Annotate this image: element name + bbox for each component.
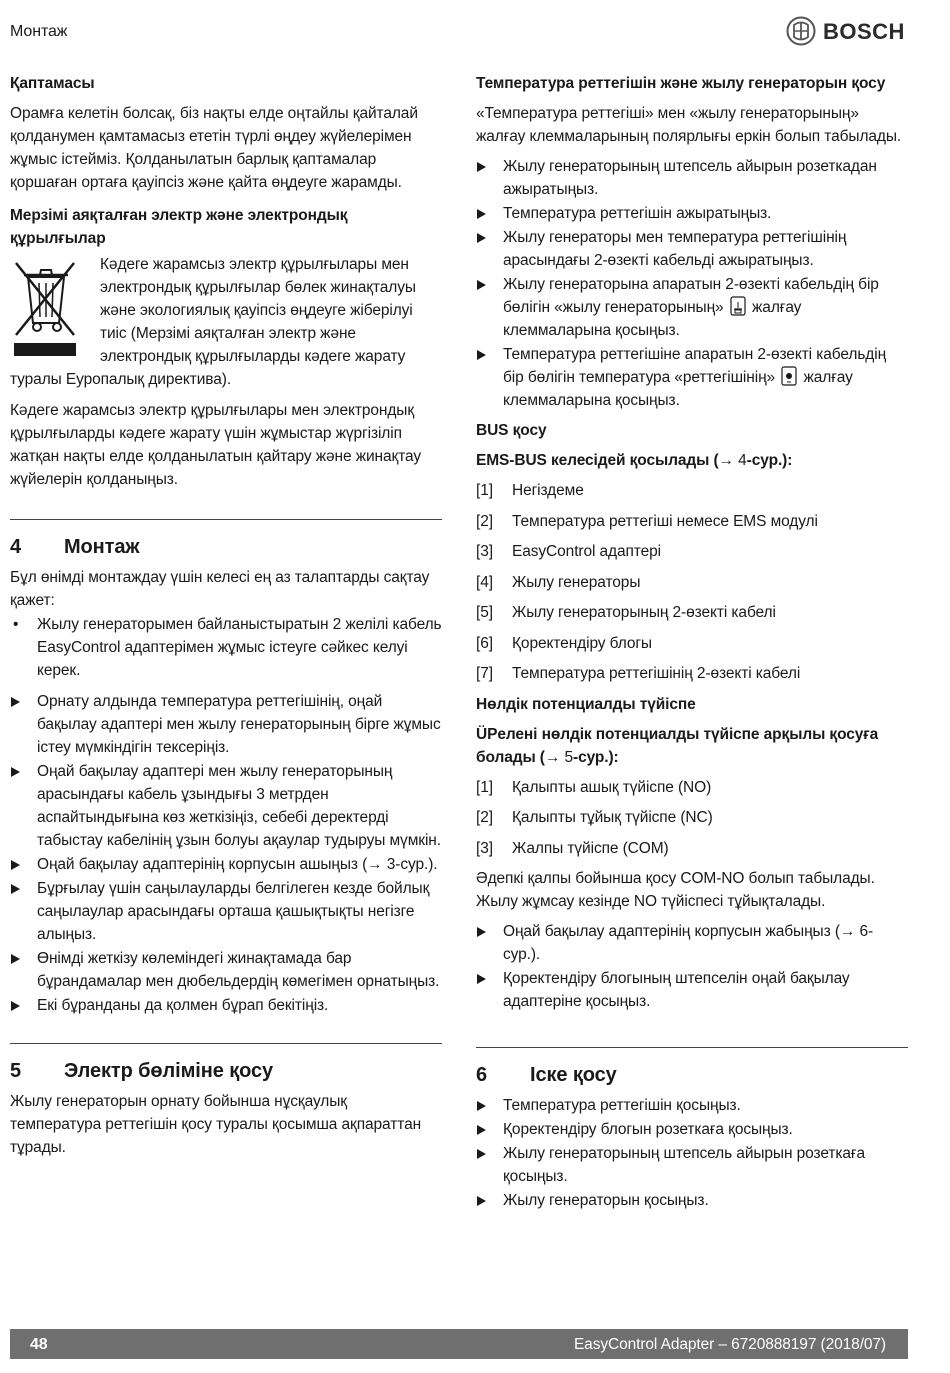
step-item (10, 853, 442, 876)
figure-suffix: -сур.): (573, 748, 619, 766)
document-id: EasyControl Adapter – 6720888197 (2018/07) (573, 1336, 886, 1353)
section-title: Іске қосу (530, 1064, 617, 1086)
step-arrow-icon (477, 927, 486, 937)
connect-text: «Температура реттегіші» мен «жылу генераторының» жалғау клеммаларының полярлығы еркін болып табылады. (476, 105, 902, 145)
step-text: Жылу генераторының штепсель айырын розеткадан ажыратыңыз. (503, 158, 877, 198)
section-number: 6 (476, 1064, 488, 1086)
legend-text: Жалпы түйіспе (COM) (512, 839, 669, 857)
running-header: Монтаж (10, 23, 68, 40)
page-footer (10, 1329, 908, 1359)
step-arrow-icon (477, 1196, 486, 1206)
step-item (10, 877, 442, 946)
step-text: Жылу генераторын қосыңыз. (503, 1192, 709, 1209)
legend-item (476, 662, 908, 685)
step-text: Бұрғылау үшін саңылауларды белгілеген кезде бойлық саңылаулар арасындағы орташа қашықтықты негізге алыңыз. (37, 880, 430, 943)
bosch-logo (786, 16, 905, 46)
legend-number: [7] (476, 665, 493, 682)
step-text: Орнату алдында температура реттегішінің, оңай бақылау адаптері мен жылу генераторының бірге жұмыс істеу мүмкіндігін тексеріңіз. (37, 693, 441, 756)
figure-number: 5 (560, 748, 574, 766)
step-item (10, 947, 442, 993)
legend-item (476, 479, 908, 502)
contact-default-text: Әдепкі қалпы бойынша қосу COM-NO болып табылады. Жылу жұмсау кезінде NO түйіспесі тұйықталады. (476, 870, 875, 910)
install-steps (10, 690, 442, 1017)
legend-text: Негіздеме (512, 482, 584, 499)
step-text: Температура реттегішін ажыратыңыз. (503, 205, 772, 222)
contact-steps (476, 920, 908, 1013)
step-text: Жылу генераторының штепсель айырын розеткаға қосыңыз. (503, 1145, 865, 1185)
legend-text: Қоректендіру блогы (512, 634, 652, 652)
section-4-intro: Бұл өнімді монтаждау үшін келесі ең аз талаптарды сақтау қажет: (10, 569, 430, 609)
step-text: Жылу генераторына апаратын 2-өзекті кабельдің бір бөлігін «жылу генераторының» (503, 276, 879, 316)
step-arrow-icon (477, 280, 486, 290)
startup-steps (476, 1094, 908, 1212)
heat-generator-terminal-icon (730, 296, 746, 316)
figure-number: 4 (733, 452, 747, 469)
step-arrow-icon (11, 954, 20, 964)
legend-item (476, 601, 908, 624)
section-divider (476, 1047, 908, 1048)
legend-text: Қалыпты тұйық түйіспе (NC) (512, 809, 713, 826)
section-5-text: Жылу генераторын орнату бойынша нұсқаулық температура реттегішін қосу туралы қосымша ақпараттан тұрады. (10, 1093, 422, 1156)
zero-subheading-text: ÜPелені нөлдік потенциалды түйіспе арқылы қосуға болады ( (476, 725, 879, 766)
legend-number: [5] (476, 604, 493, 621)
step-item (10, 690, 442, 759)
bullet-dot: • (13, 616, 19, 633)
left-column (10, 72, 442, 1166)
packaging-text: Орамға келетін болсақ, біз нақты елде оңтайлы қайталай қолданумен қамтамасыз ететін түрлі өңдеу жүйелерімен жұмыс істейміз. Қолданылатын барлық қаптамалар қоршаған ортаға қауіпсіз және қайта өңдеуге жарамды. (10, 105, 418, 191)
legend-number: [3] (476, 543, 493, 560)
section-number: 4 (10, 536, 22, 558)
legend-item (476, 776, 908, 799)
figure-suffix: -сур.): (746, 452, 793, 469)
legend-number: [3] (476, 839, 493, 857)
section-title: Электр бөліміне қосу (64, 1060, 274, 1082)
page-number: 48 (30, 1336, 48, 1353)
legend-number: [1] (476, 482, 493, 499)
bus-subheading-text: EMS-BUS келесідей қосылады ( (476, 452, 719, 469)
reference-arrow-icon: → (718, 452, 734, 469)
step-text: Қоректендіру блогының штепселін оңай бақылау адаптеріне қосыңыз. (503, 970, 850, 1010)
legend-item (476, 571, 908, 594)
step-item (476, 967, 908, 1013)
step-text: Қоректендіру блогын розеткаға қосыңыз. (503, 1121, 793, 1138)
legend-text: Жылу генераторы (512, 573, 641, 591)
step-item (10, 994, 442, 1017)
list-item-text: Жылу генераторымен байланыстыратын 2 желілі кабель EasyControl адаптерімен жұмыс істеуге сәйкес келуі керек. (37, 616, 442, 679)
bus-heading: BUS қосу (476, 422, 547, 439)
legend-number: [4] (476, 573, 493, 591)
step-arrow-icon (477, 350, 486, 360)
step-arrow-icon (11, 767, 20, 777)
step-arrow-icon (477, 974, 486, 984)
step-arrow-icon (11, 697, 20, 707)
section-number: 5 (10, 1060, 22, 1082)
legend-item (476, 806, 908, 829)
step-arrow-icon (477, 1149, 486, 1159)
step-text: жалғау клеммаларына қосыңыз. (503, 299, 802, 339)
requirement-list (10, 613, 442, 682)
connect-heading: Температура реттегішін және жылу генераторын қосу (476, 75, 886, 92)
legend-text: Температура реттегішінің 2-өзекті кабелі (512, 665, 801, 682)
legend-item (476, 837, 908, 860)
step-item (476, 1142, 908, 1188)
weee-disposal-text: Кәдеге жарамсыз электр құрылғылары мен электрондық құрылғыларды кәдеге жарату үшін жұмыстар жүргізіліп жатқан нақты елде қолданылатын қайтару және жинақтау жүйелерін қолданыңыз. (10, 402, 422, 488)
step-item (476, 1094, 908, 1117)
section-divider (10, 519, 442, 520)
step-text: Оңай бақылау адаптерінің корпусын ашыңыз (→ 3-сур.). (37, 856, 438, 873)
step-text: Температура реттегішіне апаратын 2-өзекті кабельдің бір бөлігін температура «реттегішінің» (503, 346, 887, 386)
step-item (476, 343, 908, 412)
connect-steps (476, 155, 908, 412)
legend-text: Қалыпты ашық түйіспе (NO) (512, 778, 712, 796)
step-item (476, 155, 908, 201)
bus-legend-list (476, 479, 908, 685)
step-arrow-icon (477, 1125, 486, 1135)
bosch-armature-icon (786, 16, 816, 46)
step-arrow-icon (11, 884, 20, 894)
packaging-heading: Қаптамасы (10, 75, 95, 92)
bus-subheading (476, 449, 908, 472)
weee-block (10, 253, 442, 399)
section-4-heading (10, 534, 442, 560)
contact-legend-list (476, 776, 908, 860)
step-arrow-icon (11, 1001, 20, 1011)
zero-potential-subheading (476, 723, 908, 769)
step-text: Оңай бақылау адаптері мен жылу генераторының арасындағы кабель ұзындығы 3 метрден аспайтындығына көз жеткізіңіз, себебі деректерді табыстау кабелінің ұзын болуы ақаулар тудыруы мүмкін. (37, 763, 441, 849)
section-6-heading (476, 1062, 908, 1088)
step-text: Өнімді жеткізу көлеміндегі жинақтамада бар бұрандамалар мен дюбельдердің көмегімен орнатыңыз. (37, 950, 440, 990)
legend-item (476, 540, 908, 563)
step-arrow-icon (477, 1101, 486, 1111)
step-arrow-icon (477, 162, 486, 172)
legend-number: [6] (476, 634, 493, 652)
step-text: Оңай бақылау адаптерінің корпусын жабыңыз (→ 6-сур.). (503, 923, 874, 963)
step-text: Екі бұранданы да қолмен бұрап бекітіңіз. (37, 997, 329, 1014)
legend-text: Температура реттегіші немесе EMS модулі (512, 512, 818, 530)
step-item (476, 1118, 908, 1141)
section-5-heading (10, 1058, 442, 1084)
legend-number: [1] (476, 778, 493, 796)
step-arrow-icon (11, 860, 20, 870)
zero-potential-heading: Нөлдік потенциалды түйіспе (476, 695, 696, 713)
right-column (476, 72, 908, 1213)
weee-text: Кәдеге жарамсыз электр құрылғылары мен электрондық құрылғылар бөлек жинақталуы және экологиялық қауіпсіз өңдеуге жіберілуі тиіс (Мерзімі аяқталған электр және электрондық құрылғыларды кәдеге жарату туралы Еуропалық директива). (10, 256, 416, 388)
legend-item (476, 510, 908, 533)
legend-text: EasyControl адаптері (512, 543, 662, 560)
step-item (476, 920, 908, 966)
step-item (476, 1189, 908, 1212)
legend-number: [2] (476, 809, 493, 826)
step-text: жалғау клеммаларына қосыңыз. (503, 369, 853, 409)
step-item (476, 273, 908, 342)
crossed-bin-icon (10, 253, 82, 359)
step-text: Температура реттегішін қосыңыз. (503, 1097, 741, 1114)
legend-number: [2] (476, 512, 493, 530)
section-divider (10, 1043, 442, 1044)
reference-arrow-icon: → (544, 748, 561, 766)
weee-heading: Мерзімі аяқталған электр және электрондық құрылғылар (10, 207, 348, 247)
step-arrow-icon (477, 209, 486, 219)
legend-text: Жылу генераторының 2-өзекті кабелі (512, 604, 776, 621)
step-arrow-icon (477, 233, 486, 243)
legend-item (476, 632, 908, 655)
step-text: Жылу генераторы мен температура реттегішінің арасындағы 2-өзекті кабельді ажыратыңыз. (503, 229, 847, 269)
brand-name: BOSCH (823, 18, 905, 44)
section-title: Монтаж (64, 536, 140, 558)
step-item (10, 760, 442, 852)
step-item (476, 202, 908, 225)
list-item (10, 613, 442, 682)
thermostat-terminal-icon (781, 366, 797, 386)
step-item (476, 226, 908, 272)
